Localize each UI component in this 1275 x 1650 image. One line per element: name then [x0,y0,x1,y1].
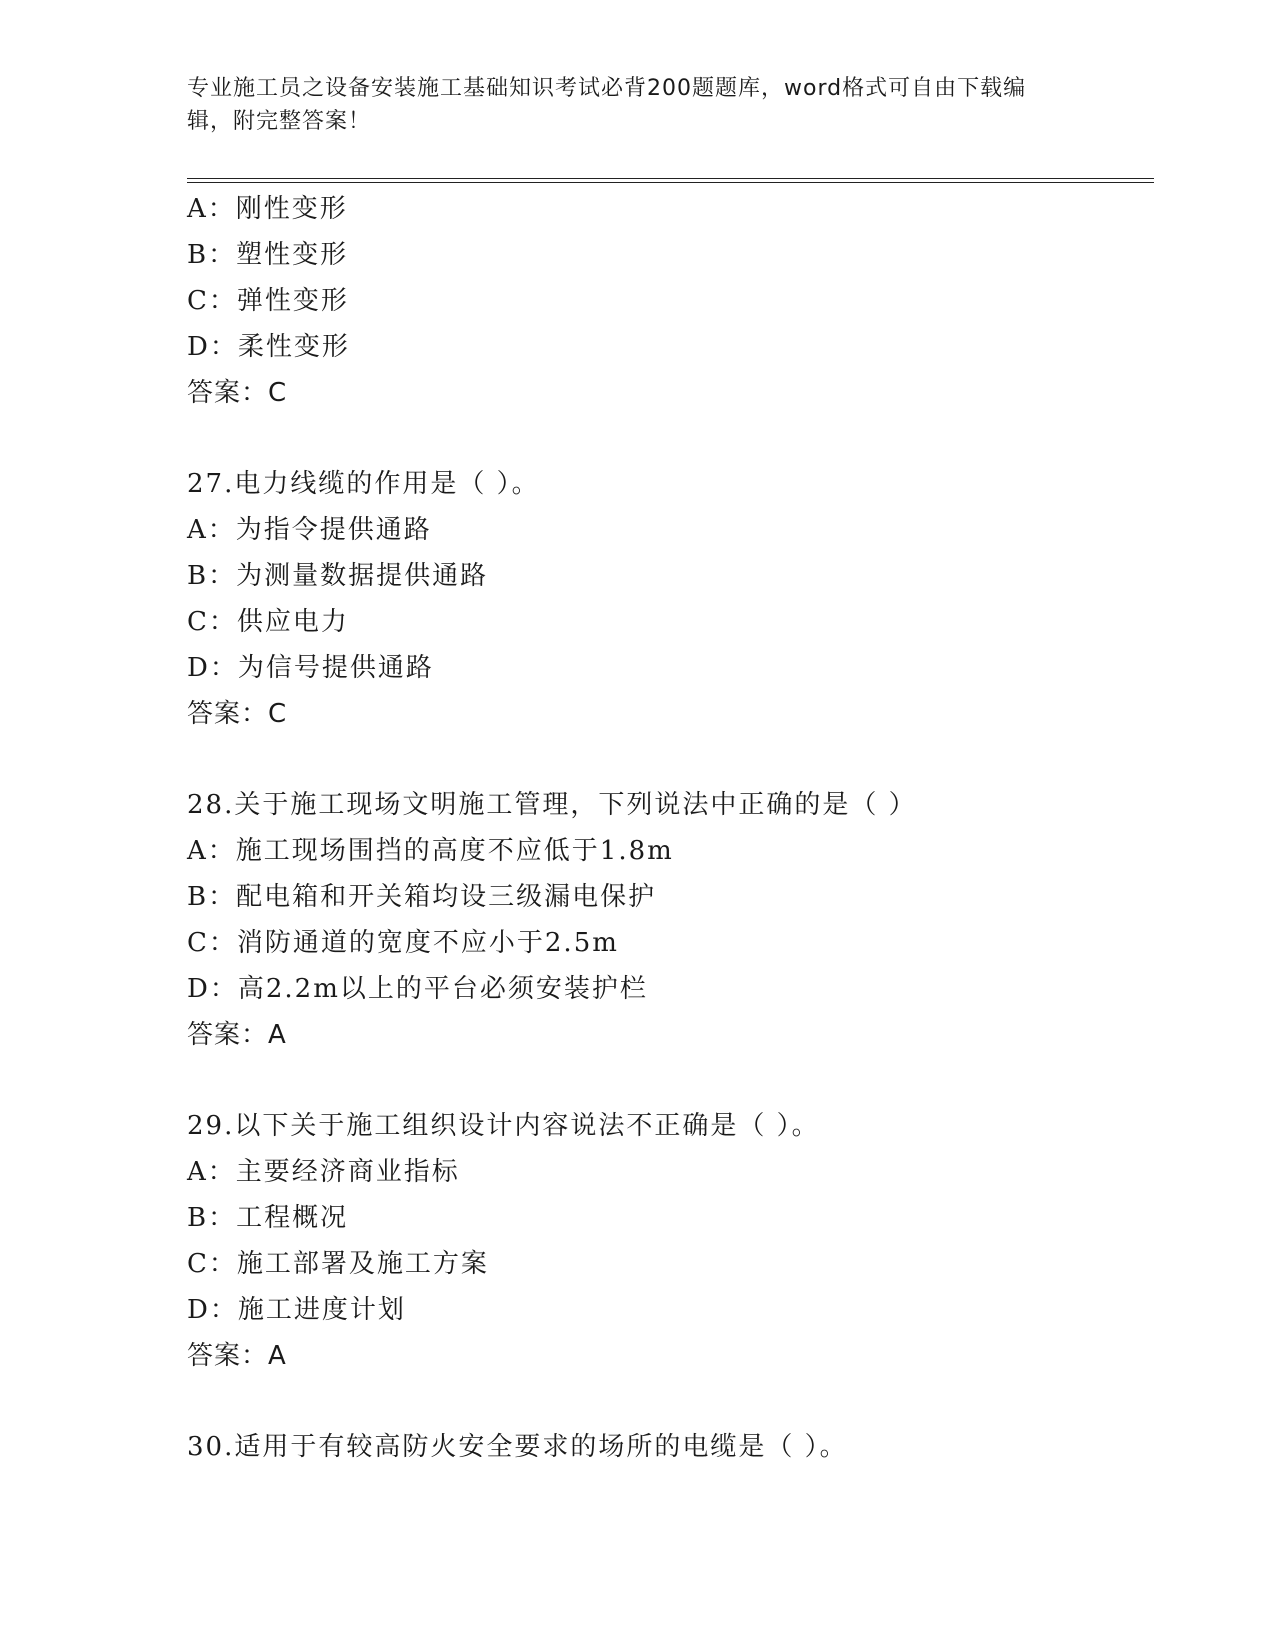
question-text: 27.电力线缆的作用是（ ）。 [187,469,540,499]
header-divider-top [187,178,1154,179]
spacer [187,416,1147,461]
spacer [187,1379,1147,1424]
question-block [187,782,1147,1058]
question-text: 28.关于施工现场文明施工管理，下列说法中正确的是（ ） [187,790,917,820]
question-text: 30.适用于有较高防火安全要求的场所的电缆是（ ）。 [187,1432,848,1462]
spacer [187,1058,1147,1103]
header-divider-bottom [187,182,1154,183]
answer-line: 答案：C [187,699,288,729]
option-d: D：高2.2m以上的平台必须安装护栏 [187,974,648,1004]
option-b: B：配电箱和开关箱均设三级漏电保护 [187,882,657,912]
answer-line: 答案：A [187,1020,287,1050]
option-b: B：为测量数据提供通路 [187,561,489,591]
question-block [187,186,1147,416]
option-a: A：主要经济商业指标 [187,1157,460,1187]
option-b: B：塑性变形 [187,240,349,270]
option-c: C：消防通道的宽度不应小于2.5m [187,928,619,958]
question-block [187,1424,1147,1470]
option-a: A：施工现场围挡的高度不应低于1.8m [187,836,674,866]
option-d: D：为信号提供通路 [187,653,434,683]
question-list [187,186,1147,1470]
answer-line: 答案：A [187,1341,287,1371]
option-c: C：供应电力 [187,607,349,637]
question-text: 29.以下关于施工组织设计内容说法不正确是（ ）。 [187,1111,820,1141]
option-b: B：工程概况 [187,1203,349,1233]
option-d: D：柔性变形 [187,332,350,362]
question-block [187,461,1147,737]
option-a: A：为指令提供通路 [187,515,432,545]
document-title: 专业施工员之设备安装施工基础知识考试必背200题题库，word格式可自由下载编辑，附完整答案！ [187,76,1027,134]
question-block [187,1103,1147,1379]
spacer [187,737,1147,782]
answer-line: 答案：C [187,378,288,408]
option-a: A：刚性变形 [187,194,348,224]
option-c: C：施工部署及施工方案 [187,1249,489,1279]
option-d: D：施工进度计划 [187,1295,406,1325]
option-c: C：弹性变形 [187,286,349,316]
